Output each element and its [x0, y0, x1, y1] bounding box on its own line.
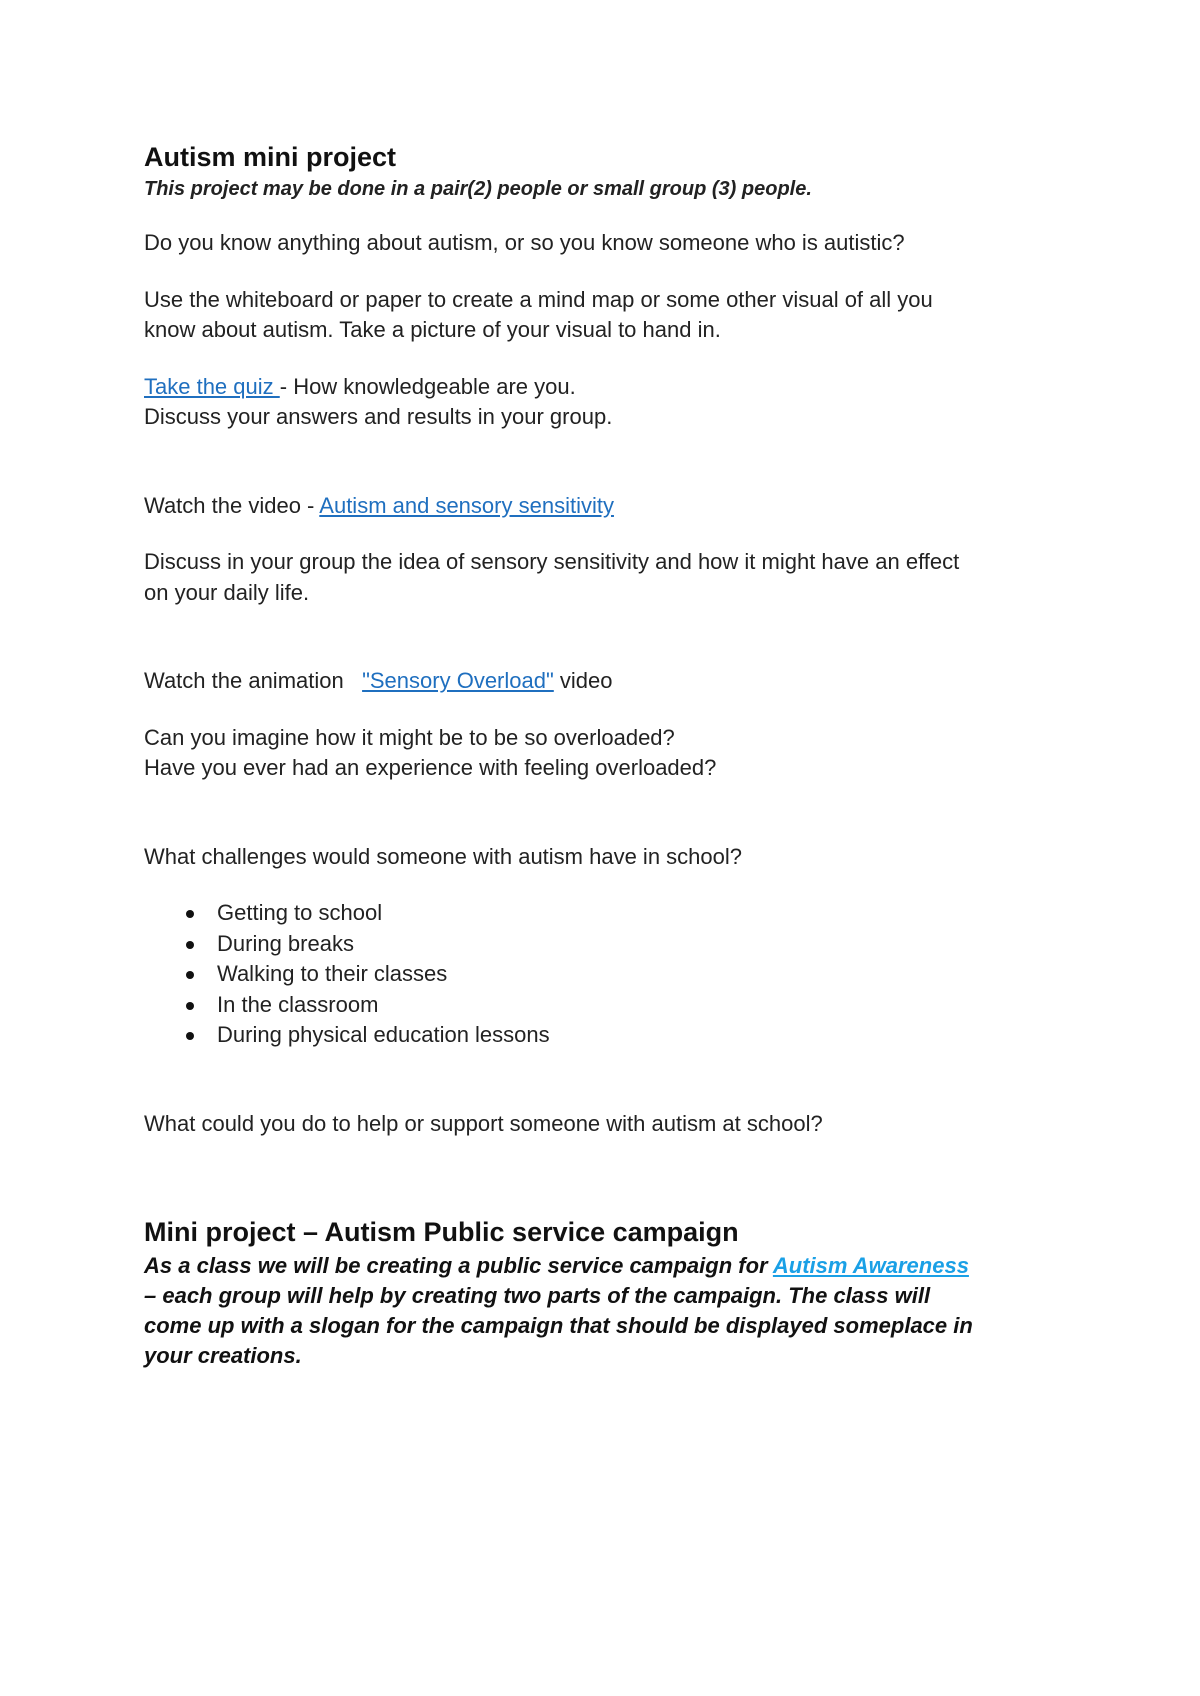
challenges-list [144, 898, 1064, 1051]
imagine-question: Can you imagine how it might be to be so overloaded? [144, 724, 675, 750]
watch-animation-prefix: Watch the animation [144, 668, 363, 693]
list-item: In the classroom [144, 990, 1064, 1021]
watch-video-prefix: Watch the video - [144, 492, 320, 518]
mind-map-line-2: know about autism. Take a picture of your visual to hand in. [144, 317, 721, 342]
discuss-sensory-instruction [144, 547, 1064, 608]
support-question: What could you do to help or support someone with autism at school? [144, 1110, 823, 1136]
mind-map-instruction [144, 285, 1064, 346]
watch-video-line [144, 491, 1064, 522]
mind-map-line-1: Use the whiteboard or paper to create a mind map or some other visual of all you [144, 286, 933, 312]
bullet-icon [186, 1032, 194, 1040]
watch-animation-line [144, 666, 1064, 697]
campaign-intro-prefix: As a class we will be creating a public service campaign for [144, 1253, 773, 1278]
watch-animation-suffix: video [553, 668, 613, 693]
campaign-intro-line-4: your creations. [144, 1343, 302, 1368]
discuss-sensory-line-1: Discuss in your group the idea of sensory sensitivity and how it might have an effect [144, 549, 960, 574]
campaign-intro-line-2: – each group will help by creating two parts of the campaign. The class will [144, 1283, 931, 1308]
experience-question: Have you ever had an experience with feeling overloaded? [144, 755, 717, 780]
document-content [144, 140, 1064, 1371]
bullet-icon [186, 971, 194, 979]
page-title: Autism mini project [144, 142, 397, 172]
autism-awareness-link[interactable]: Autism Awareness [772, 1253, 969, 1278]
bullet-icon [186, 1002, 194, 1010]
question-know-autism: Do you know anything about autism, or so you know someone who is autistic? [144, 230, 905, 255]
section-title-campaign: Mini project – Autism Public service campaign [144, 1217, 739, 1247]
campaign-intro [144, 1251, 1064, 1371]
list-item: During breaks [144, 929, 1064, 960]
quiz-line [144, 372, 1064, 403]
quiz-line-text: - How knowledgeable are you. [279, 373, 576, 399]
take-quiz-link[interactable]: Take the quiz [144, 373, 280, 399]
list-item: During physical education lessons [144, 1020, 1064, 1051]
sensory-overload-video-link[interactable]: "Sensory Overload" [362, 668, 554, 693]
page-subtitle: This project may be done in a pair(2) people or small group (3) people. [144, 178, 812, 200]
list-item: Walking to their classes [144, 959, 1064, 990]
list-item: Getting to school [144, 898, 1064, 929]
campaign-intro-line-3: come up with a slogan for the campaign that should be displayed someplace in [144, 1313, 973, 1338]
bullet-icon [186, 910, 194, 918]
discuss-answers: Discuss your answers and results in your group. [144, 404, 613, 429]
bullet-icon [186, 941, 194, 949]
discuss-sensory-line-2: on your daily life. [144, 579, 310, 605]
challenges-question: What challenges would someone with autism have in school? [144, 843, 742, 869]
sensory-sensitivity-video-link[interactable]: Autism and sensory sensitivity [319, 492, 614, 518]
